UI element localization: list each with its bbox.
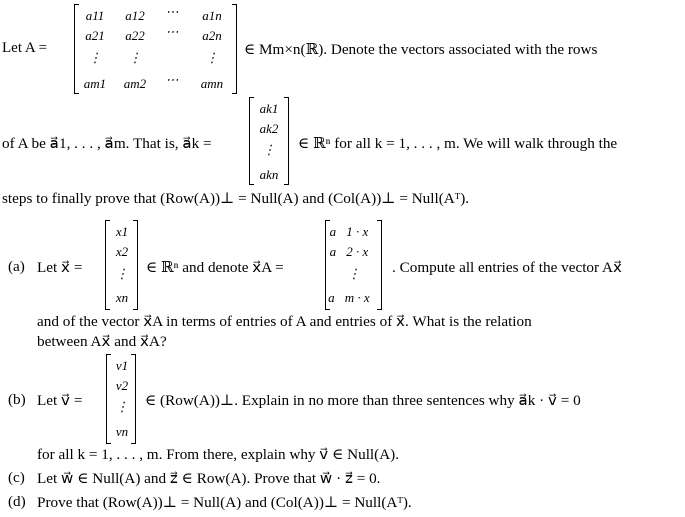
matrix-a-cell: ⋯ — [165, 24, 179, 39]
matrix-a-cell: am2 — [123, 76, 147, 91]
vector-xa-entry: a⃗m · x⃗ — [328, 290, 380, 305]
part-a-middle-text: ∈ ℝⁿ and denote x⃗A = — [146, 259, 284, 276]
matrix-a-cell: am1 — [83, 76, 107, 91]
vector-xa-entry: a⃗2 · x⃗ — [329, 244, 379, 259]
part-d-text: Prove that (Row(A))⊥ = Null(A) and (Col(A))⊥ = Null(Aᵀ). — [37, 494, 412, 511]
part-a-label: (a) — [8, 258, 25, 275]
part-d-label: (d) — [8, 493, 26, 510]
part-b-line-2: for all k = 1, . . . , m. From there, explain why v⃗ ∈ Null(A). — [37, 446, 400, 463]
matrix-a-cell: a1n — [202, 8, 222, 23]
after-vector-ak-text: ∈ ℝⁿ for all k = 1, . . . , m. We will walk through the — [298, 135, 618, 152]
vector-ak-entry: ak1 — [259, 101, 279, 116]
vector-v-entry: ⋮ — [115, 399, 129, 414]
part-b-label: (b) — [8, 391, 26, 408]
part-b-after-text: ∈ (Row(A))⊥. Explain in no more than three sentences why a⃗k · v⃗ = 0 — [145, 392, 581, 409]
matrix-a-right-bracket — [232, 4, 237, 94]
part-a-after-text: . Compute all entries of the vector Ax⃗ — [392, 259, 622, 276]
vector-x-entry: xn — [115, 290, 129, 305]
matrix-a-cell: ⋮ — [88, 50, 102, 65]
part-c-text: Let w⃗ ∈ Null(A) and z⃗ ∈ Row(A). Prove that w⃗ · z⃗ = 0. — [37, 470, 381, 487]
vector-ak-entry: ⋮ — [262, 142, 276, 157]
part-a-line-3: between Ax⃗ and x⃗A? — [37, 333, 167, 350]
matrix-a-cell: a2n — [202, 28, 222, 43]
let-a-label: Let A = — [2, 40, 48, 56]
matrix-a-cell: ⋮ — [205, 50, 219, 65]
matrix-a-cell: a12 — [125, 8, 145, 23]
after-matrix-a-text: ∈ Mm×n(ℝ). Denote the vectors associated with the rows — [244, 41, 598, 58]
vector-x-entry: x1 — [115, 224, 129, 239]
matrix-a-cell: ⋯ — [165, 72, 179, 87]
part-a-let-x: Let x⃗ = — [37, 259, 83, 276]
rows-definition-text: of A be a⃗1, . . . , a⃗m. That is, a⃗k = — [2, 135, 212, 152]
matrix-a-cell: a22 — [125, 28, 145, 43]
vector-v-entry: v2 — [115, 378, 129, 393]
vector-xa-entry: ⋮ — [347, 266, 361, 281]
vector-v-entry: vn — [115, 424, 129, 439]
vector-x-entry: x2 — [115, 244, 129, 259]
matrix-a-cell: amn — [200, 76, 224, 91]
matrix-a-cell: a21 — [85, 28, 105, 43]
vector-ak-entry: ak2 — [259, 121, 279, 136]
matrix-a-cell: ⋮ — [128, 50, 142, 65]
steps-statement: steps to finally prove that (Row(A))⊥ = Null(A) and (Col(A))⊥ = Null(Aᵀ). — [2, 190, 470, 207]
vector-v-entry: v1 — [115, 358, 129, 373]
matrix-a-cell: a11 — [85, 8, 105, 23]
matrix-a-cell: ⋯ — [165, 4, 179, 19]
part-c-label: (c) — [8, 469, 25, 486]
part-b-let-v: Let v⃗ = — [37, 392, 83, 409]
vector-xa-entry: a⃗1 · x⃗ — [329, 224, 379, 239]
part-a-line-2: and of the vector x⃗A in terms of entries of A and entries of x⃗. What is the relation — [37, 313, 532, 330]
vector-x-entry: ⋮ — [115, 266, 129, 281]
vector-ak-entry: akn — [259, 167, 279, 182]
